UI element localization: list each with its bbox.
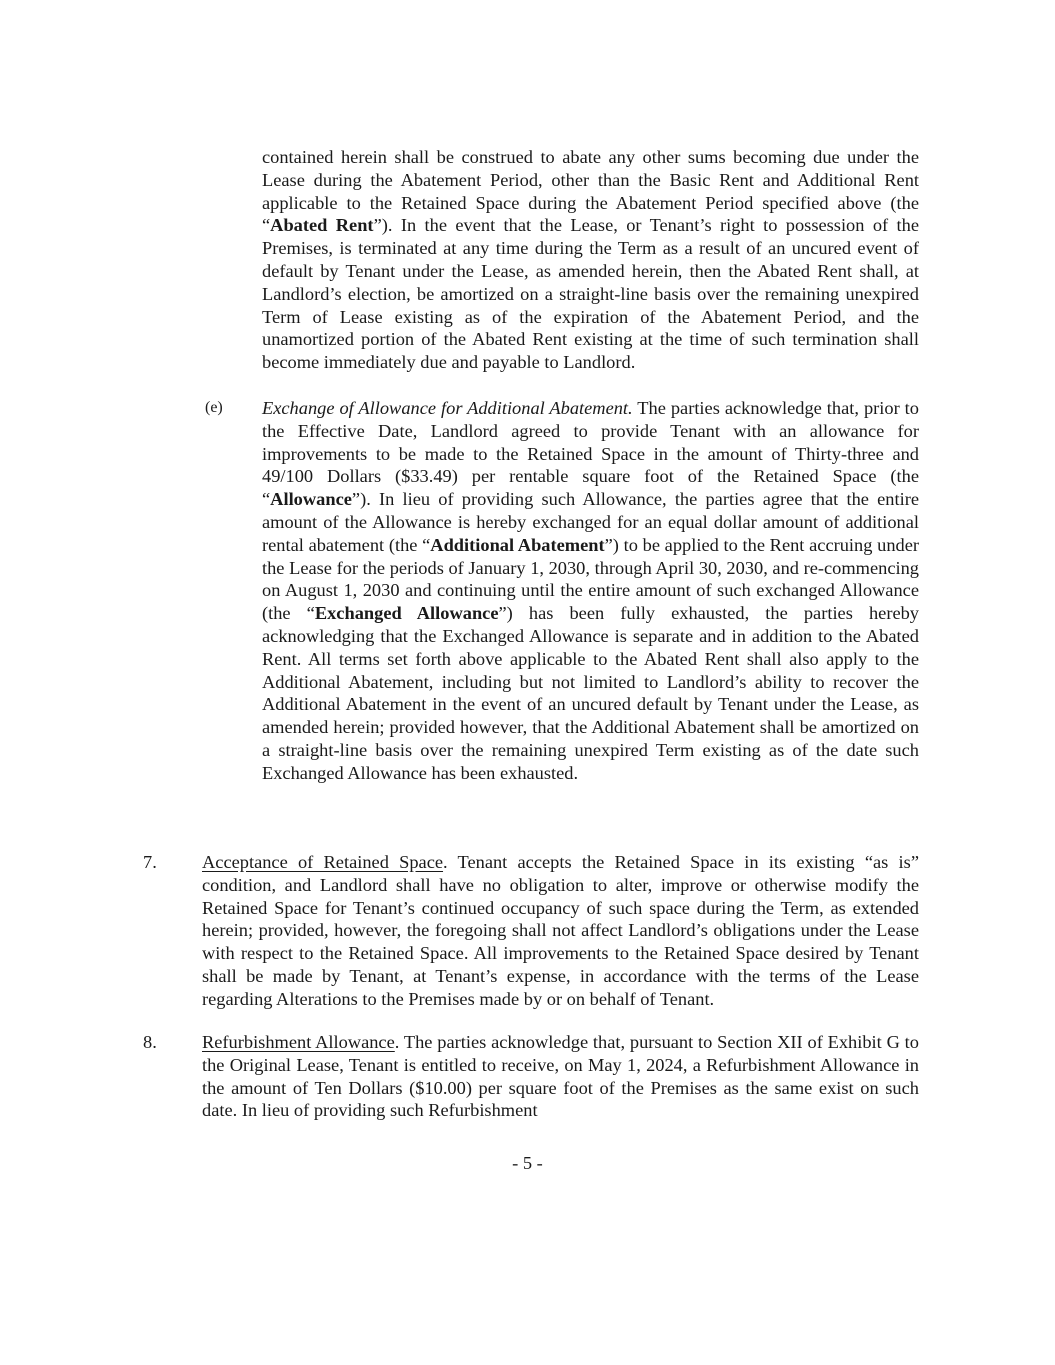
section-8 (143, 1031, 919, 1122)
section-heading: Acceptance of Retained Space (202, 852, 444, 872)
defined-term-additional-abatement: Additional Abatement (430, 534, 605, 555)
section-body (202, 851, 919, 1011)
defined-term-allowance: Allowance (270, 489, 352, 510)
defined-term-exchanged-allowance: Exchanged Allowance (314, 603, 499, 624)
paragraph-text: The parties acknowledge that, prior to the Effective Date, Landlord agreed to provide Tenant with an allowance for improvements to be made to the Retained Space in the amount of Thirty-three and 49/100 Dollars ($33.49) per rentable square foot of the Retained Space (the “ (262, 398, 919, 510)
paragraph-text: ”). In the event that the Lease, or Tenant’s right to possession of the Premises, is terminated at any time during the Term as a result of an uncured event of default by Tenant under the Lease, as amended herein, then the Abated Rent shall, at Landlord’s election, be amortized on a straight-line basis over the remaining unexpired Term of Lease existing as of the expiration of the Abatement Period, and the unamortized portion of the Abated Rent existing at the time of such termination shall become immediately due and payable to Landlord. (262, 215, 919, 373)
section-body (202, 1031, 919, 1122)
paragraph-text: . The parties acknowledge that, pursuant to Section XII of Exhibit G to the Original Lease, Tenant is entitled to receive, on May 1, 2024, a Refurbishment Allowance in the amount of Ten Dollars ($10.00) per square foot of the Premises as the same exist on such date. In lieu of providing such Refurbishment (202, 1032, 919, 1121)
paragraph-text: ”). In lieu of providing such Allowance, the parties agree that the entire amount of the Allowance is hereby exchanged for an equal dollar amount of additional rental abatement (the “ (262, 489, 919, 555)
paragraph-text: ”) to be applied to the Rent accruing under the Lease for the periods of January 1, 2030, through April 30, 2030, and re-commencing on August 1, 2030 and continuing until the entire amount of such exchanged Allowance (the “ (262, 534, 919, 624)
section-number: 7. (143, 852, 157, 872)
subsection-body (262, 397, 919, 785)
section-7 (143, 851, 919, 1011)
section-number: 8. (143, 1032, 157, 1052)
subsection-heading: Exchange of Allowance for Additional Abatement. (262, 398, 633, 418)
paragraph-text: contained herein shall be construed to abate any other sums becoming due under the Lease during the Abatement Period, other than the Basic Rent and Additional Rent applicable to the Retained Space during the Abatement Period specified above (the “ (262, 147, 919, 236)
subsection-marker: (e) (205, 399, 223, 416)
paragraph-text: . Tenant accepts the Retained Space in its existing “as is” condition, and Landlord shall have no obligation to alter, improve or otherwise modify the Retained Space for Tenant’s continued occupancy of such space during the Term, as extended herein; provided, however, the foregoing shall not affect Landlord’s obligations under the Lease with respect to the Retained Space. All improvements to the Retained Space desired by Tenant shall be made by Tenant, at Tenant’s expense, in accordance with the terms of the Lease regarding Alterations to the Premises made by or on behalf of Tenant. (202, 852, 919, 1009)
defined-term-abated-rent: Abated Rent (270, 215, 374, 236)
page-number: - 5 - (512, 1153, 543, 1173)
section-heading: Refurbishment Allowance (202, 1032, 395, 1052)
subsection-e (205, 397, 919, 785)
continued-paragraph (262, 146, 919, 374)
paragraph-text: ”) has been fully exhausted, the parties hereby acknowledging that the Exchanged Allowance is separate and in addition to the Abated Rent. All terms set forth above applicable to the Abated Rent shall also apply to the Additional Abatement, including but not limited to Landlord’s ability to recover the Additional Abatement in the event of an uncured default by Tenant under the Lease, as amended herein; provided however, that the Additional Abatement shall be amortized on a straight-line basis over the remaining unexpired Term existing as of the date such Exchanged Allowance has been exhausted. (262, 603, 919, 783)
